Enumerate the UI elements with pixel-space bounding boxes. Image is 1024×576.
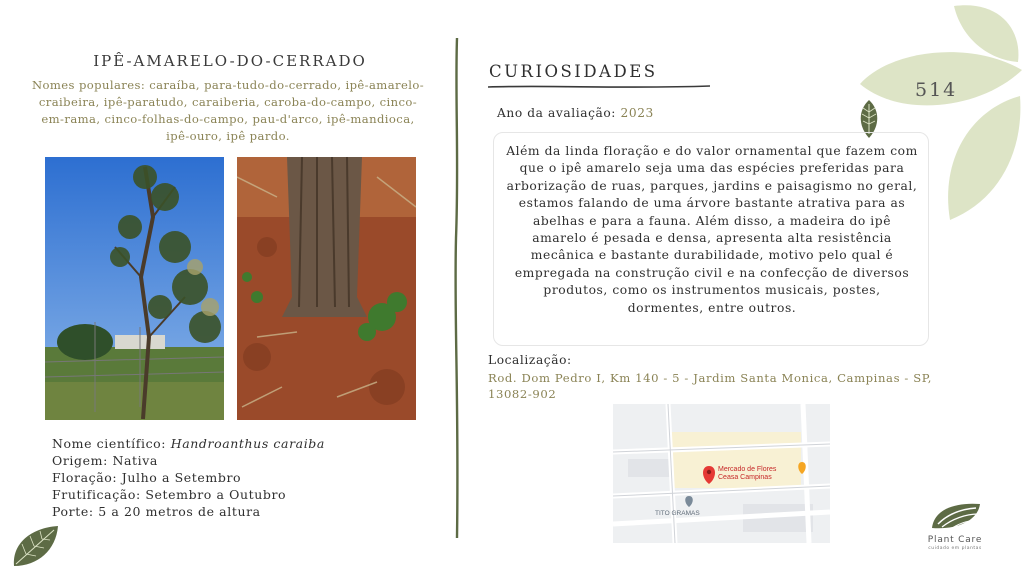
popular-names: Nomes populares: caraíba, para-tudo-do-cerrado, ipê-amarelo-craibeira, ipê-paratudo, caraiberia, caroba-do-campo, cinco-em-rama, cinco-folhas-do-campo, pau-d'arco, ipê-mandioca, ipê-ouro, ipê pardo.	[31, 78, 425, 143]
title-underline	[488, 84, 710, 90]
trunk-photo	[237, 157, 416, 420]
origin: Origem: Nativa	[52, 453, 158, 468]
plant-care-logo	[928, 500, 984, 534]
fruiting: Frutificação: Setembro a Outubro	[52, 487, 287, 502]
tree-size: Porte: 5 a 20 metros de altura	[52, 504, 261, 519]
curiosities-text: Além da linda floração e do valor ornamental que fazem com que o ipê amarelo seja uma das espécies preferidas para arborização de ruas, parques, jardins e paisagismo no geral, estamos falando de uma árvore bastante atrativa para as abelhas e para a fauna. Além disso, a madeira do ipê amarelo é pesada e densa, apresenta alta resistência mecânica e bastante durabilidade, motivo pelo qual é empregada na construção civil e na confecção de diversos produtos, como os instrumentos musicais, postes, dormentes, entre outros.	[506, 144, 918, 315]
tree-photo	[45, 157, 224, 420]
species-title: IPÊ-AMARELO-DO-CERRADO	[93, 52, 367, 70]
map-marker-label: Mercado de Flores Ceasa Campinas	[718, 466, 777, 481]
species-details	[52, 435, 325, 520]
location-map[interactable]	[613, 404, 830, 543]
location-address: Rod. Dom Pedro I, Km 140 - 5 - Jardim Santa Monica, Campinas - SP, 13082-902	[488, 371, 933, 401]
location-label: Localização:	[488, 353, 572, 367]
curiosities-title: CURIOSIDADES	[489, 62, 658, 81]
leaf-icon	[10, 524, 60, 568]
scientific-name: Nome científico: Handroanthus caraiba	[52, 436, 325, 451]
brand-name: Plant Care	[927, 535, 983, 545]
brand-tagline: cuidado em plantas	[928, 546, 982, 551]
flowering: Floração: Julho a Setembro	[52, 470, 242, 485]
page-number: 514	[915, 79, 958, 101]
map-place-label: TITO GRAMAS	[655, 510, 700, 517]
evaluation-year: Ano da avaliação: 2023	[497, 106, 654, 120]
column-divider	[452, 38, 462, 538]
